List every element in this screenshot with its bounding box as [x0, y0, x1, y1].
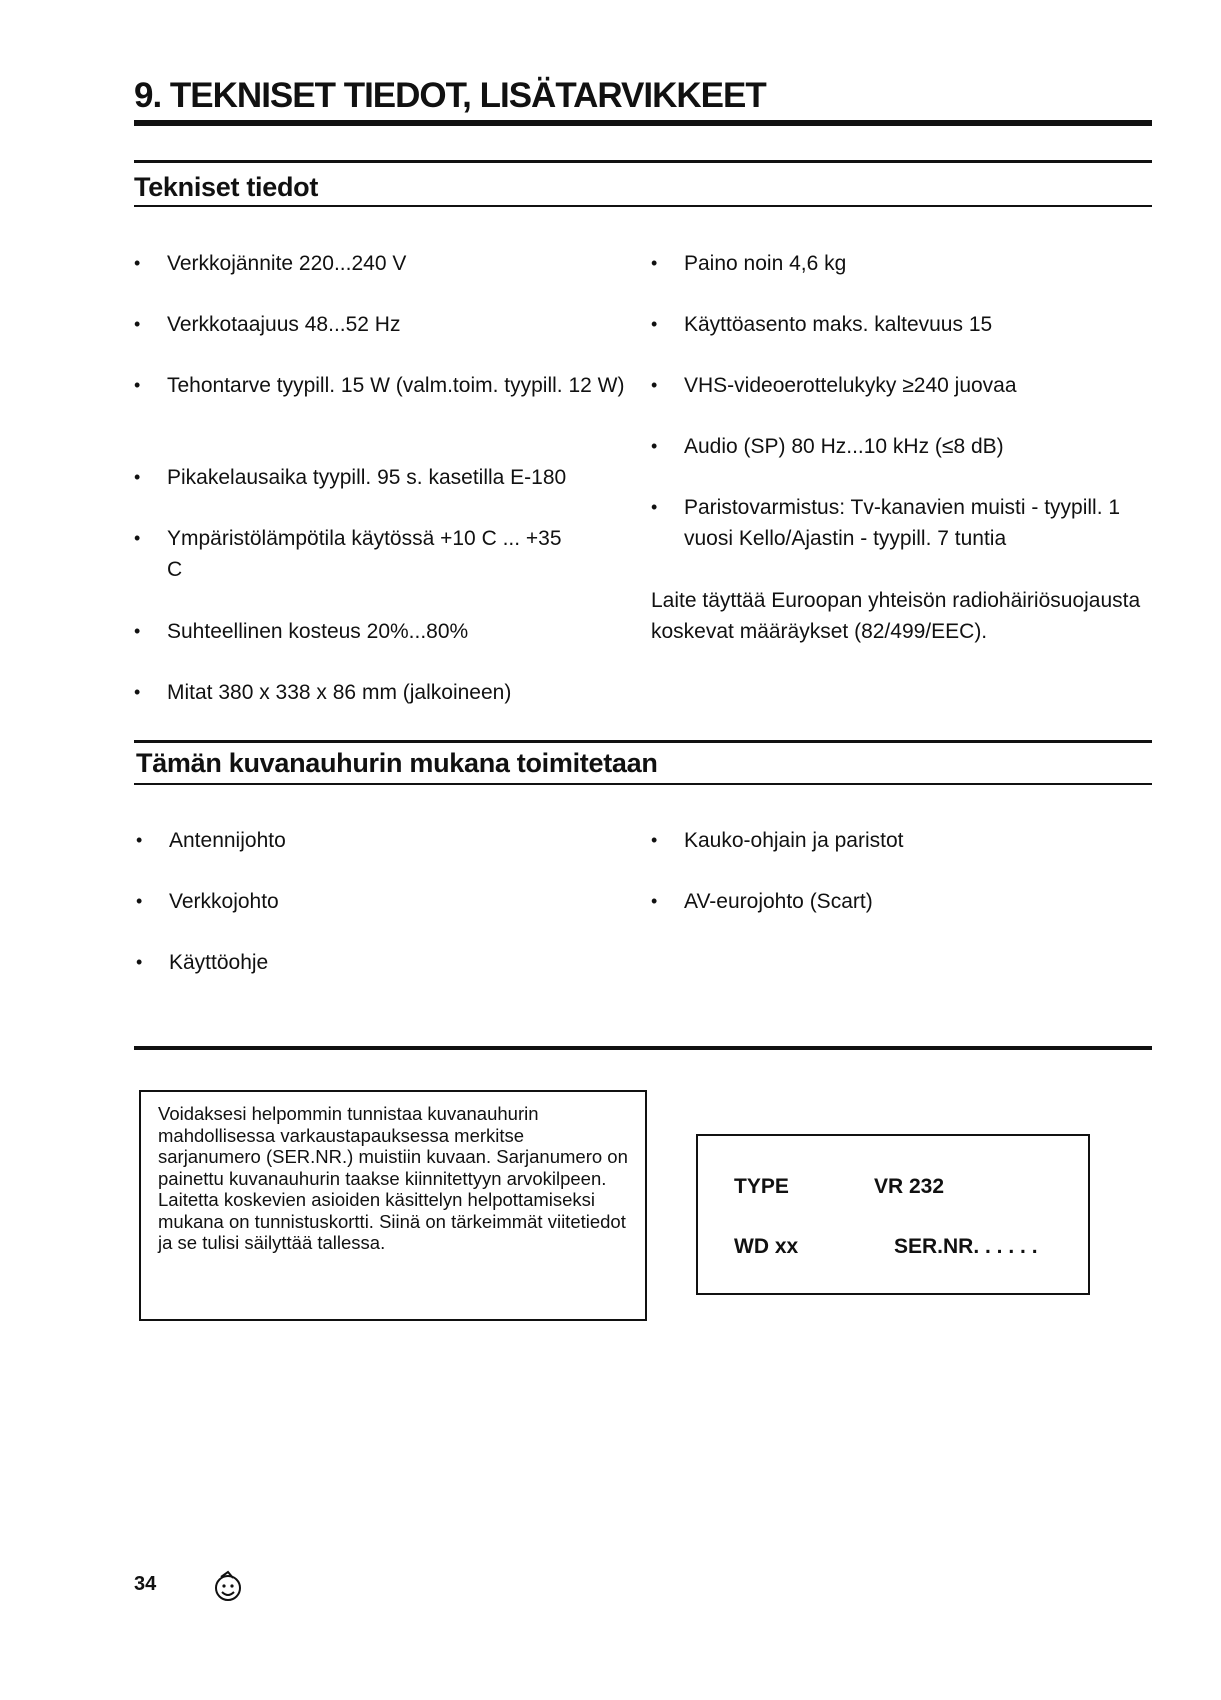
- page-number: 34: [134, 1573, 157, 1595]
- list-item: • VHS-videoerottelukyky ≥240 juovaa: [651, 370, 1171, 401]
- list-item: • Tehontarve tyypill. 15 W (valm.toim. tyypill. 12 W): [134, 370, 634, 401]
- list-item: • Verkkojännite 220...240 V: [134, 248, 634, 279]
- type-label: TYPE: [734, 1175, 789, 1198]
- list-item: • Audio (SP) 80 Hz...10 kHz (≤8 dB): [651, 431, 1171, 462]
- notice-box: [139, 1090, 647, 1321]
- title-rule: [134, 120, 1152, 126]
- list-item: • Antennijohto: [136, 825, 616, 856]
- list-item: • Kauko-ohjain ja paristot: [651, 825, 1151, 856]
- notice-text: Voidaksesi helpommin tunnistaa kuvanauhurin mahdollisessa varkaustapauksessa merkitse sarjanumero (SER.NR.) muistiin kuvaan. Sarjanumero on painettu kuvanauhurin taakse kiinnitettyyn arvokilpeen. Laitetta koskevien asioiden käsittelyn helpottamiseksi mukana on tunnistuskortti. Siinä on tärkeimmät viitetiedot ja se tulisi säilyttää tallessa.: [158, 1103, 628, 1253]
- list-item: • Paino noin 4,6 kg: [651, 248, 1171, 279]
- type-value: VR 232: [874, 1175, 945, 1198]
- list-item: • AV-eurojohto (Scart): [651, 886, 1151, 917]
- list-item: • Ympäristölämpötila käytössä +10 C ... +35 C: [134, 523, 574, 585]
- section-rule-bottom: [134, 205, 1152, 207]
- list-item: • Verkkojohto: [136, 886, 616, 917]
- type-plate: [696, 1134, 1090, 1295]
- divider-rule: [134, 1046, 1152, 1050]
- list-item: • Käyttöohje: [136, 947, 616, 978]
- list-item: • Suhteellinen kosteus 20%...80%: [134, 616, 634, 647]
- compliance-note: Laite täyttää Euroopan yhteisön radiohäiriösuojausta koskevat määräykset (82/499/EEC).: [651, 589, 1141, 643]
- list-item: • Mitat 380 x 338 x 86 mm (jalkoineen): [134, 677, 634, 708]
- section-rule-bottom: [134, 783, 1152, 785]
- wd-label: WD xx: [734, 1235, 799, 1258]
- page-title: 9. TEKNISET TIEDOT, LISÄTARVIKKEET: [134, 76, 766, 115]
- list-item: • Verkkotaajuus 48...52 Hz: [134, 309, 634, 340]
- specs-heading: Tekniset tiedot: [134, 172, 319, 202]
- included-heading: Tämän kuvanauhurin mukana toimitetaan: [136, 748, 658, 778]
- list-item: • Käyttöasento maks. kaltevuus 15: [651, 309, 1171, 340]
- section-rule-top: [134, 740, 1152, 743]
- section-rule-top: [134, 160, 1152, 163]
- list-item: • Paristovarmistus: Tv-kanavien muisti - tyypill. 1 vuosi Kello/Ajastin - tyypill. 7 tuntia: [651, 492, 1121, 554]
- list-item: • Pikakelausaika tyypill. 95 s. kasetilla E-180: [134, 462, 634, 493]
- sernr-label: SER.NR. . . . . .: [894, 1235, 1038, 1258]
- recycle-face-icon: [211, 1569, 245, 1603]
